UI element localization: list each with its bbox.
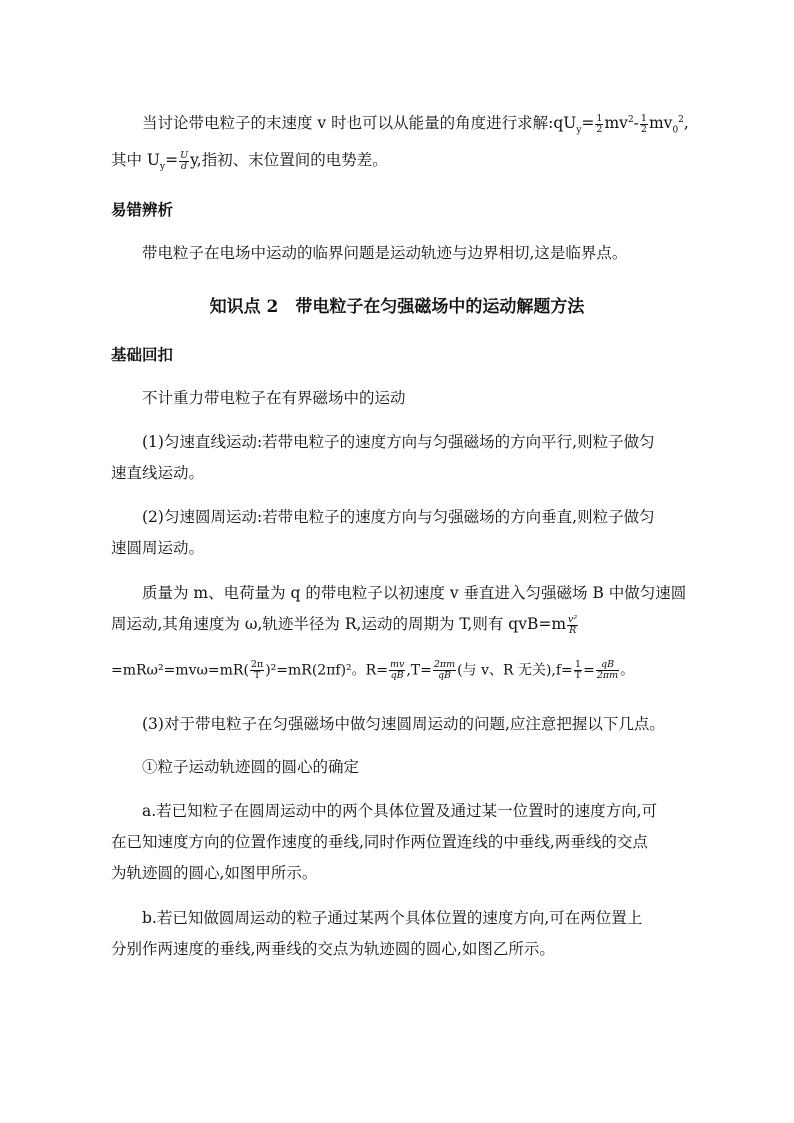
text: (与 v、R 无关),f= bbox=[457, 662, 573, 679]
paragraph-motion-1: 质量为 m、电荷量为 q 的带电粒子以初速度 v 垂直进入匀强磁场 B 中做匀速圆 bbox=[142, 584, 687, 602]
paragraph-center-determination: ①粒子运动轨迹圆的圆心的确定 bbox=[142, 758, 360, 776]
paragraph-motion-2 bbox=[111, 614, 579, 636]
denominator: 2 bbox=[640, 123, 647, 135]
text: ,T= bbox=[406, 662, 432, 679]
paragraph-formulas bbox=[111, 660, 634, 681]
text: , bbox=[683, 114, 689, 133]
subscript: y bbox=[160, 162, 166, 173]
paragraph-method-a-2: 在已知速度方向的位置作速度的垂线,同时作两位置连线的中垂线,两垂线的交点 bbox=[111, 833, 648, 851]
numerator: 2π bbox=[250, 659, 264, 670]
text: mv bbox=[604, 114, 628, 133]
fraction-u-over-d bbox=[179, 151, 189, 172]
paragraph-uniform-circular-1: (2)匀速圆周运动:若带电粒子的速度方向与匀强磁场的方向垂直,则粒子做匀 bbox=[142, 508, 655, 526]
paragraph-method-b-1: b.若已知做圆周运动的粒子通过某两个具体位置的速度方向,可在两位置上 bbox=[142, 909, 643, 927]
text: mv bbox=[648, 114, 673, 133]
text: 当讨论带电粒子的末速度 v 时也可以从能量的角度进行求解:qU bbox=[142, 114, 577, 133]
numerator: U bbox=[180, 149, 189, 161]
fraction-v2-over-r bbox=[567, 615, 578, 636]
denominator: T bbox=[253, 670, 261, 681]
paragraph-attention: (3)对于带电粒子在匀强磁场中做匀速圆周运动的问题,应注意把握以下几点。 bbox=[142, 715, 665, 733]
numerator: qB bbox=[596, 660, 619, 671]
text: = bbox=[165, 151, 179, 169]
paragraph-uniform-linear-1: (1)匀速直线运动:若带电粒子的速度方向与匀强磁场的方向平行,则粒子做匀 bbox=[142, 433, 655, 451]
fraction-period bbox=[433, 660, 456, 681]
paragraph-uniform-linear-2: 速直线运动。 bbox=[111, 464, 205, 482]
numerator: 1 bbox=[574, 659, 581, 670]
denominator: T bbox=[574, 670, 582, 681]
text: - bbox=[633, 114, 639, 133]
paragraph-energy bbox=[142, 110, 689, 140]
superscript: 2 bbox=[627, 115, 634, 125]
text: 。 bbox=[620, 662, 635, 679]
denominator: R bbox=[569, 624, 577, 636]
text: =mRω²=mvω=mR( bbox=[111, 662, 249, 679]
paragraph-critical: 带电粒子在电场中运动的临界问题是运动轨迹与边界相切,这是临界点。 bbox=[142, 244, 628, 262]
section-title: 知识点 2 带电粒子在匀强磁场中的运动解题方法 bbox=[209, 297, 585, 317]
fraction-frequency bbox=[596, 660, 619, 681]
text: y,指初、末位置间的电势差。 bbox=[190, 151, 388, 169]
denominator: qB bbox=[437, 670, 452, 681]
fraction-half bbox=[595, 114, 603, 135]
denominator: 2πm bbox=[596, 670, 619, 681]
denominator: d bbox=[181, 160, 188, 172]
paragraph-potential bbox=[111, 150, 388, 177]
subscript: 0 bbox=[672, 125, 679, 136]
superscript: 2 bbox=[678, 115, 684, 125]
fraction-one-over-t bbox=[574, 660, 582, 681]
paragraph-method-a-1: a.若已知粒子在圆周运动中的两个具体位置及通过某一位置时的速度方向,可 bbox=[142, 802, 658, 820]
denominator: 2 bbox=[596, 123, 603, 135]
paragraph-intro: 不计重力带电粒子在有界磁场中的运动 bbox=[142, 389, 406, 407]
fraction-2pi-over-t bbox=[250, 660, 264, 681]
subscript: y bbox=[576, 125, 582, 136]
text: = bbox=[581, 114, 595, 133]
denominator: qB bbox=[390, 670, 404, 681]
numerator: 1 bbox=[596, 112, 603, 124]
paragraph-uniform-circular-2: 速圆周运动。 bbox=[111, 539, 205, 557]
numerator: 2πm bbox=[433, 659, 456, 670]
text: = bbox=[583, 662, 595, 679]
numerator: mv bbox=[389, 659, 405, 670]
text: )²=mR(2πf)²。R= bbox=[265, 662, 388, 679]
fraction-radius bbox=[389, 660, 405, 681]
text: 周运动,其角速度为 ω,轨迹半径为 R,运动的周期为 T,则有 qvB=m bbox=[111, 615, 567, 633]
numerator: 1 bbox=[640, 112, 647, 124]
heading-basics: 基础回扣 bbox=[111, 345, 174, 364]
fraction-half bbox=[640, 114, 648, 135]
text: 其中 U bbox=[111, 151, 160, 169]
paragraph-method-b-2: 分别作两速度的垂线,两垂线的交点为轨迹圆的圆心,如图乙所示。 bbox=[111, 940, 555, 958]
heading-error-analysis: 易错辨析 bbox=[111, 200, 174, 219]
paragraph-method-a-3: 为轨迹圆的圆心,如图甲所示。 bbox=[111, 864, 318, 882]
numerator: v² bbox=[568, 613, 578, 625]
